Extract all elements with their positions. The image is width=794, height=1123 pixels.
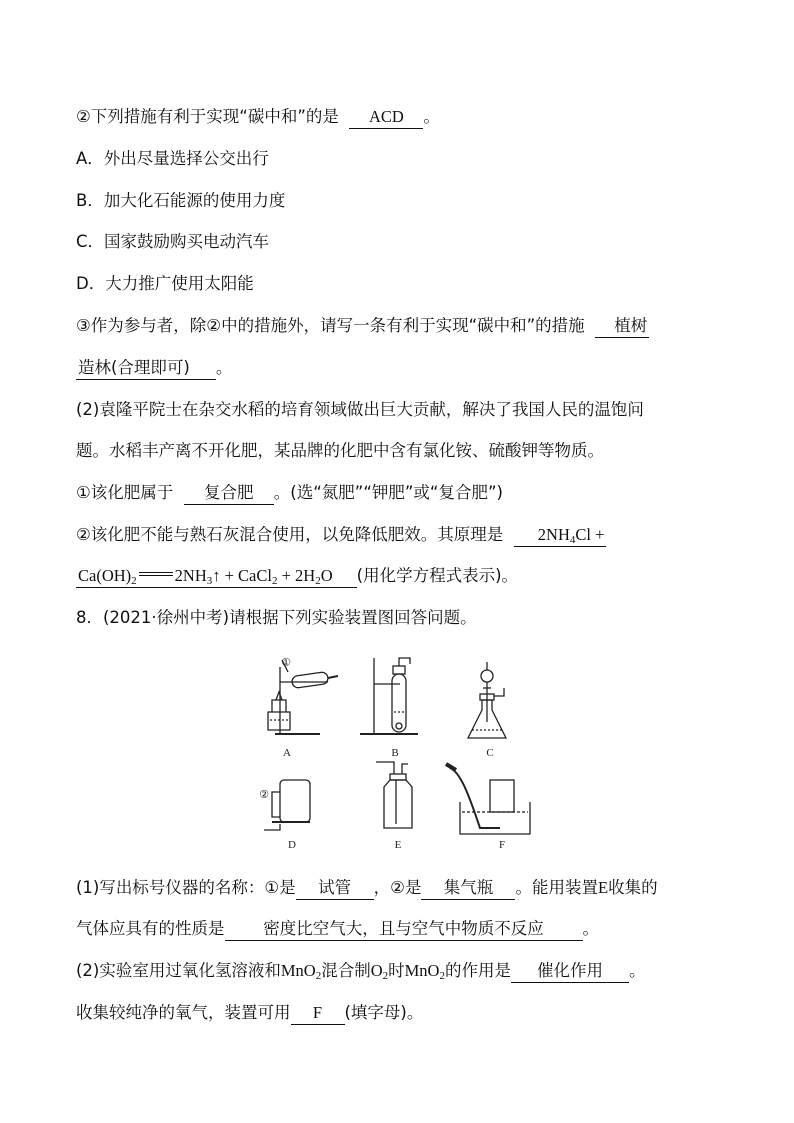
answer-blank: F xyxy=(291,1002,345,1025)
equation-part2: $Ca(OH)_2$ $2NH_3↑$ + CaCl$_2$ + $2H_2O$ xyxy=(76,565,357,588)
q7-section2-line2: 题。水稻丰产离不开化肥，某品牌的化肥中含有氯化铵、硫酸钾等物质。 xyxy=(76,441,604,460)
marker-1: ① xyxy=(281,656,291,669)
q8-part2-line1: (2)实验室用过氧化氢溶液和MnO$_2$混合制$O_2$时MnO$_2$的作用是 催化作用 。 xyxy=(76,961,646,982)
q7-part3-continued: 造林(合理即可) 。 xyxy=(76,357,232,380)
label-c: C xyxy=(486,747,494,759)
q8-part1-line2: 气体应具有的性质是 密度比空气大，且与空气中物质不反应 。 xyxy=(76,918,599,941)
apparatus-d xyxy=(264,780,310,830)
label-f: F xyxy=(498,839,506,851)
marker-2: ② xyxy=(259,788,269,801)
option-a: A．外出尽量选择公交出行 xyxy=(76,149,269,168)
answer-blank: ACD xyxy=(349,106,423,129)
fertilizer-type-prompt: ①该化肥属于 复合肥 。(选“氮肥”“钾肥”或“复合肥”) xyxy=(76,482,503,505)
answer-blank: 植树 xyxy=(595,315,649,338)
q8-part1-line1: (1)写出标号仪器的名称：①是 试管 ，②是 集气瓶 。能用装置E收集的 xyxy=(76,877,658,900)
option-b: B．加大化石能源的使用力度 xyxy=(76,191,286,210)
q7-part2-prompt: ②下列措施有利于实现“碳中和”的是 ACD 。 xyxy=(76,106,440,129)
apparatus-f xyxy=(446,764,530,834)
apparatus-c xyxy=(468,662,506,738)
q7-section2-line1: (2)袁隆平院士在杂交水稻的培育领域做出巨大贡献，解决了我国人民的温饱问 xyxy=(76,400,644,419)
equation-part1: $2NH_4Cl$ + xyxy=(514,524,607,547)
option-d: D．大力推广使用太阳能 xyxy=(76,274,254,293)
label-b: B xyxy=(391,747,399,759)
apparatus-b xyxy=(360,658,418,734)
apparatus-a xyxy=(268,660,338,734)
apparatus-e xyxy=(376,762,412,828)
principle-prompt: ②该化肥不能与熟石灰混合使用，以免降低肥效。其原理是 $2NH_4Cl$ + xyxy=(76,525,605,546)
chemical-equation-line: $Ca(OH)_2$ $2NH_3↑$ + CaCl$_2$ + $2H_2O$ (用化学方程式表示)。 xyxy=(78,566,519,587)
label-e: E xyxy=(394,839,402,851)
answer-blank: 复合肥 xyxy=(184,482,274,505)
answer-blank: 催化作用 xyxy=(511,960,629,983)
lab-apparatus-figure xyxy=(250,652,550,857)
answer-blank: 造林(合理即可) xyxy=(76,357,216,380)
option-c: C．国家鼓励购买电动汽车 xyxy=(76,232,270,251)
answer-blank: 集气瓶 xyxy=(421,877,515,900)
equals-sign xyxy=(137,567,175,581)
label-a: A xyxy=(283,747,291,759)
q8-part2-line2: 收集较纯净的氧气，装置可用 F (填字母)。 xyxy=(76,1002,423,1025)
answer-blank: 试管 xyxy=(296,877,374,900)
q8-stem: 8．(2021·徐州中考)请根据下列实验装置图回答问题。 xyxy=(76,608,477,627)
answer-blank: 密度比空气大，且与空气中物质不反应 xyxy=(225,918,583,941)
label-d: D xyxy=(288,839,296,851)
q7-part3-prompt: ③作为参与者，除②中的措施外，请写一条有利于实现“碳中和”的措施 植树 xyxy=(76,315,649,338)
